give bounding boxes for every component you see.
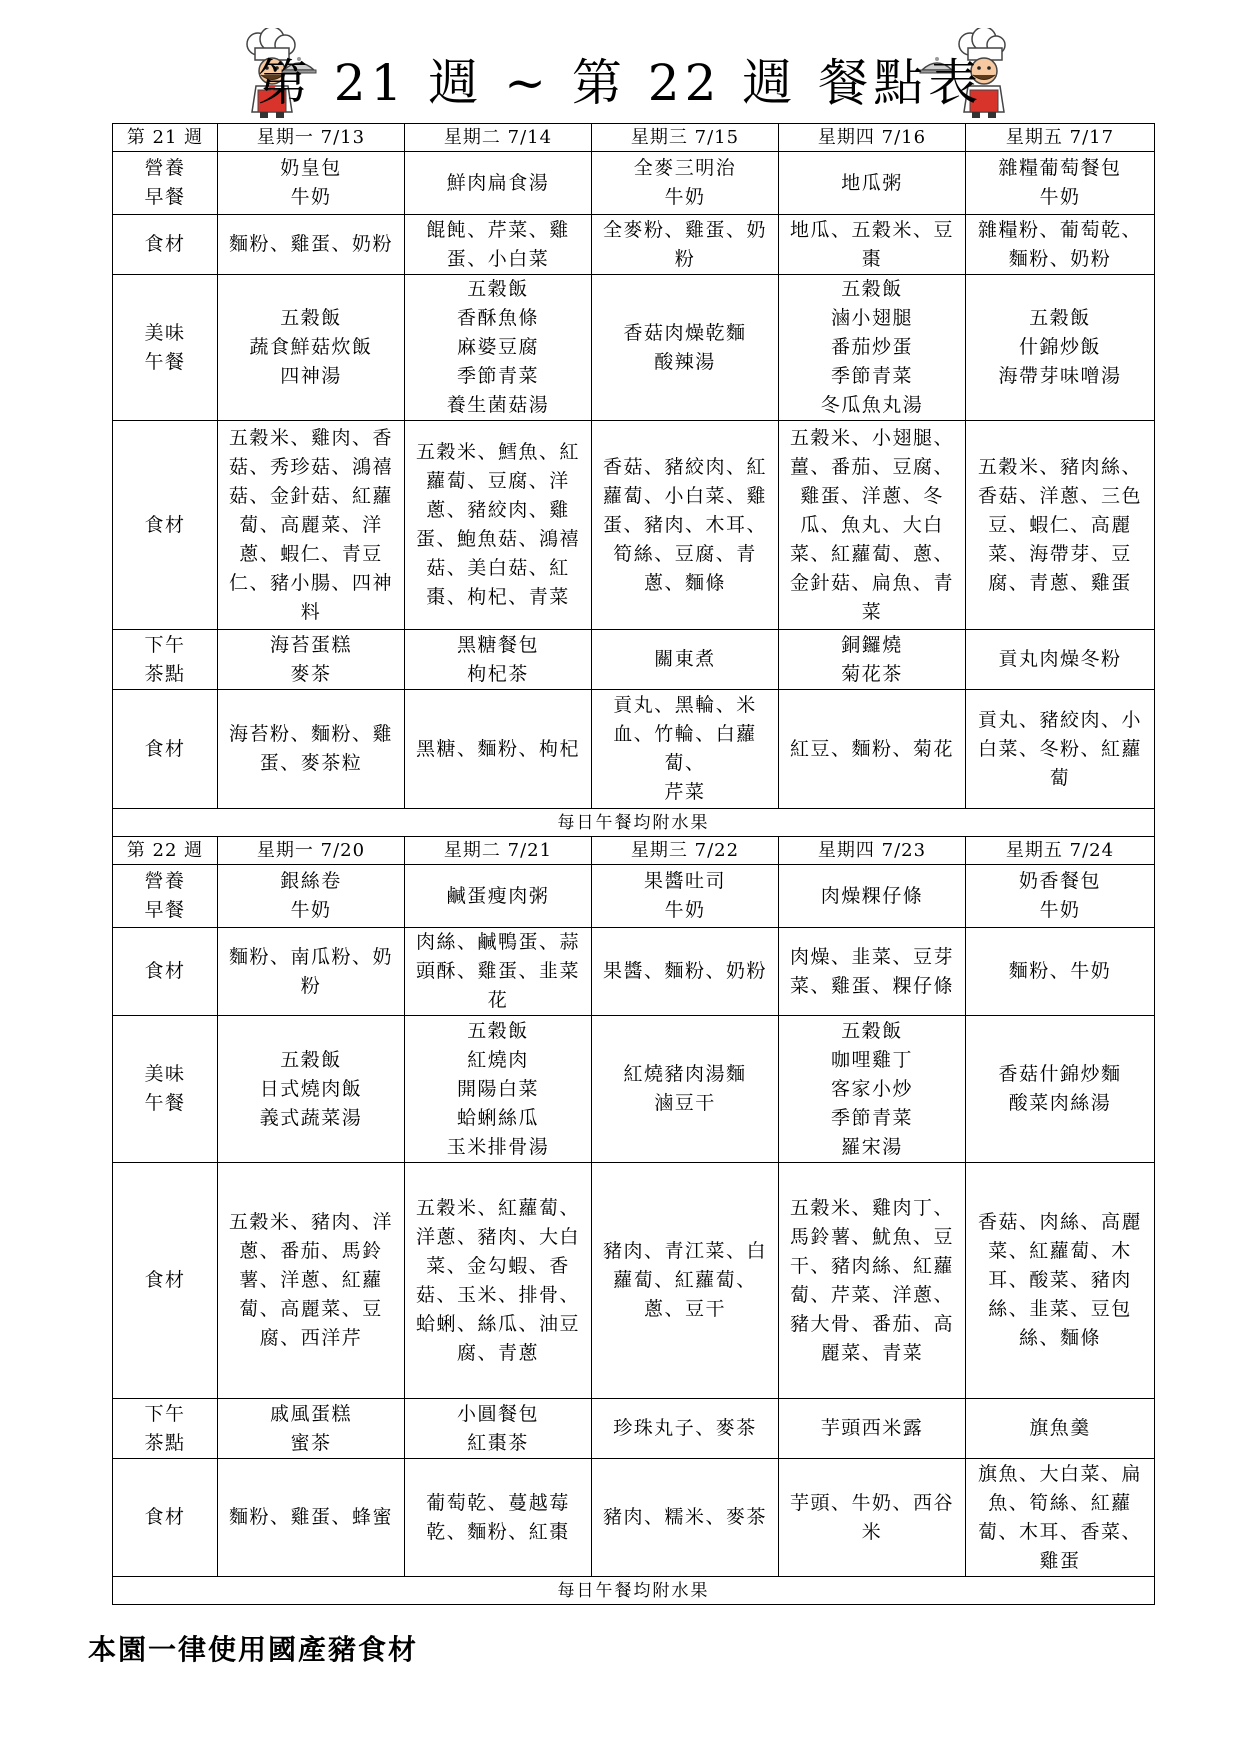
- menu-cell: 紅燒豬肉湯麵 滷豆干: [592, 1016, 779, 1163]
- ingredients-cell: 五穀米、雞肉、香菇、秀珍菇、鴻禧菇、金針菇、紅蘿蔔、高麗菜、洋蔥、蝦仁、青豆仁、豬小腸、四神料: [218, 421, 405, 630]
- ingredients-cell: 肉絲、鹹鴨蛋、蒜頭酥、雞蛋、韭菜花: [405, 928, 592, 1016]
- page-title: 第 21 週 ~ 第 22 週 餐點表: [257, 54, 984, 112]
- row-label: 食材: [113, 215, 218, 275]
- ingredients-cell: 旗魚、大白菜、扁魚、筍絲、紅蘿蔔、木耳、香菜、雞蛋: [966, 1459, 1155, 1577]
- ingredients-cell: 香菇、肉絲、高麗菜、紅蘿蔔、木耳、酸菜、豬肉絲、韭菜、豆包絲、麵條: [966, 1163, 1155, 1399]
- menu-cell: 小圓餐包 紅棗茶: [405, 1399, 592, 1459]
- breakfast-ingredients-row: [113, 928, 1155, 1016]
- menu-cell: 珍珠丸子、麥茶: [592, 1399, 779, 1459]
- menu-cell: 黑糖餐包 枸杞茶: [405, 630, 592, 690]
- lunch-row: [113, 275, 1155, 421]
- menu-cell: 銀絲卷 牛奶: [218, 865, 405, 928]
- ingredients-cell: 紅豆、麵粉、菊花: [779, 690, 966, 809]
- day-header: 星期三 7/22: [592, 837, 779, 865]
- breakfast-row: [113, 865, 1155, 928]
- ingredients-cell: 芋頭、牛奶、西谷米: [779, 1459, 966, 1577]
- fruit-note-row: [113, 1577, 1155, 1605]
- day-header: 星期二 7/21: [405, 837, 592, 865]
- breakfast-row: [113, 152, 1155, 215]
- ingredients-cell: 豬肉、糯米、麥茶: [592, 1459, 779, 1577]
- day-header: 星期四 7/16: [779, 124, 966, 152]
- menu-cell: 關東煮: [592, 630, 779, 690]
- ingredients-cell: 五穀米、鱈魚、紅蘿蔔、豆腐、洋蔥、豬絞肉、雞蛋、鮑魚菇、鴻禧菇、美白菇、紅棗、枸杞、青菜: [405, 421, 592, 630]
- row-label: 營養 早餐: [113, 865, 218, 928]
- ingredients-cell: 麵粉、雞蛋、奶粉: [218, 215, 405, 275]
- fruit-note: 每日午餐均附水果: [113, 1577, 1155, 1605]
- fruit-note: 每日午餐均附水果: [113, 809, 1155, 837]
- menu-cell: 肉燥粿仔條: [779, 865, 966, 928]
- menu-cell: 鮮肉扁食湯: [405, 152, 592, 215]
- menu-cell: 地瓜粥: [779, 152, 966, 215]
- row-label: 下午 茶點: [113, 630, 218, 690]
- week-label: 第 21 週: [113, 124, 218, 152]
- menu-cell: 貢丸肉燥冬粉: [966, 630, 1155, 690]
- snack-ingredients-row: [113, 1459, 1155, 1577]
- menu-cell: 果醬吐司 牛奶: [592, 865, 779, 928]
- menu-cell: 奶香餐包 牛奶: [966, 865, 1155, 928]
- menu-cell: 五穀飯 什錦炒飯 海帶芽味噌湯: [966, 275, 1155, 421]
- menu-cell: 鹹蛋瘦肉粥: [405, 865, 592, 928]
- ingredients-cell: 豬肉、青江菜、白蘿蔔、紅蘿蔔、蔥、豆干: [592, 1163, 779, 1399]
- breakfast-ingredients-row: [113, 215, 1155, 275]
- ingredients-cell: 麵粉、牛奶: [966, 928, 1155, 1016]
- menu-cell: 芋頭西米露: [779, 1399, 966, 1459]
- day-header: 星期四 7/23: [779, 837, 966, 865]
- fruit-note-row: [113, 809, 1155, 837]
- menu-cell: 五穀飯 滷小翅腿 番茄炒蛋 季節青菜 冬瓜魚丸湯: [779, 275, 966, 421]
- day-header: 星期五 7/17: [966, 124, 1155, 152]
- snack-ingredients-row: [113, 690, 1155, 809]
- week-21-menu-table: [112, 123, 1155, 837]
- menu-cell: 五穀飯 日式燒肉飯 義式蔬菜湯: [218, 1016, 405, 1163]
- week-header-row: [113, 837, 1155, 865]
- ingredients-cell: 貢丸、黑輪、米血、竹輪、白蘿蔔、 芹菜: [592, 690, 779, 809]
- menu-cell: 旗魚羹: [966, 1399, 1155, 1459]
- menu-cell: 戚風蛋糕 蜜茶: [218, 1399, 405, 1459]
- day-header: 星期一 7/13: [218, 124, 405, 152]
- day-header: 星期一 7/20: [218, 837, 405, 865]
- ingredients-cell: 海苔粉、麵粉、雞蛋、麥茶粒: [218, 690, 405, 809]
- snack-row: [113, 630, 1155, 690]
- lunch-row: [113, 1016, 1155, 1163]
- snack-row: [113, 1399, 1155, 1459]
- week-label: 第 22 週: [113, 837, 218, 865]
- lunch-ingredients-row: [113, 421, 1155, 630]
- ingredients-cell: 貢丸、豬絞肉、小白菜、冬粉、紅蘿蔔: [966, 690, 1155, 809]
- menu-cell: 香菇什錦炒麵 酸菜肉絲湯: [966, 1016, 1155, 1163]
- ingredients-cell: 五穀米、豬肉絲、香菇、洋蔥、三色豆、蝦仁、高麗菜、海帶芽、豆腐、青蔥、雞蛋: [966, 421, 1155, 630]
- row-label: 食材: [113, 1459, 218, 1577]
- week-22-menu-table: [112, 836, 1155, 1605]
- day-header: 星期二 7/14: [405, 124, 592, 152]
- menu-cell: 海苔蛋糕 麥茶: [218, 630, 405, 690]
- menu-cell: 全麥三明治 牛奶: [592, 152, 779, 215]
- ingredients-cell: 地瓜、五穀米、豆棗: [779, 215, 966, 275]
- lunch-ingredients-row: [113, 1163, 1155, 1399]
- ingredients-cell: 香菇、豬絞肉、紅蘿蔔、小白菜、雞蛋、豬肉、木耳、筍絲、豆腐、青蔥、麵條: [592, 421, 779, 630]
- pork-origin-notice: 本園一律使用國產豬食材: [88, 1633, 419, 1666]
- menu-cell: 雜糧葡萄餐包 牛奶: [966, 152, 1155, 215]
- day-header: 星期五 7/24: [966, 837, 1155, 865]
- row-label: 美味 午餐: [113, 1016, 218, 1163]
- ingredients-cell: 果醬、麵粉、奶粉: [592, 928, 779, 1016]
- ingredients-cell: 五穀米、雞肉丁、馬鈴薯、魷魚、豆干、豬肉絲、紅蘿蔔、芹菜、洋蔥、豬大骨、番茄、高麗菜、青菜: [779, 1163, 966, 1399]
- week-header-row: [113, 124, 1155, 152]
- menu-cell: 五穀飯 咖哩雞丁 客家小炒 季節青菜 羅宋湯: [779, 1016, 966, 1163]
- menu-cell: 五穀飯 香酥魚條 麻婆豆腐 季節青菜 養生菌菇湯: [405, 275, 592, 421]
- row-label: 食材: [113, 928, 218, 1016]
- menu-cell: 銅鑼燒 菊花茶: [779, 630, 966, 690]
- row-label: 食材: [113, 690, 218, 809]
- ingredients-cell: 五穀米、小翅腿、薑、番茄、豆腐、雞蛋、洋蔥、冬瓜、魚丸、大白菜、紅蘿蔔、蔥、金針菇、扁魚、青菜: [779, 421, 966, 630]
- menu-cell: 奶皇包 牛奶: [218, 152, 405, 215]
- menu-cell: 五穀飯 蔬食鮮菇炊飯 四神湯: [218, 275, 405, 421]
- ingredients-cell: 葡萄乾、蔓越莓乾、麵粉、紅棗: [405, 1459, 592, 1577]
- ingredients-cell: 黑糖、麵粉、枸杞: [405, 690, 592, 809]
- ingredients-cell: 麵粉、南瓜粉、奶粉: [218, 928, 405, 1016]
- row-label: 營養 早餐: [113, 152, 218, 215]
- ingredients-cell: 雜糧粉、葡萄乾、麵粉、奶粉: [966, 215, 1155, 275]
- ingredients-cell: 全麥粉、雞蛋、奶粉: [592, 215, 779, 275]
- menu-cell: 五穀飯 紅燒肉 開陽白菜 蛤蜊絲瓜 玉米排骨湯: [405, 1016, 592, 1163]
- ingredients-cell: 五穀米、紅蘿蔔、洋蔥、豬肉、大白菜、金勾蝦、香菇、玉米、排骨、蛤蜊、絲瓜、油豆腐、青蔥: [405, 1163, 592, 1399]
- day-header: 星期三 7/15: [592, 124, 779, 152]
- row-label: 食材: [113, 421, 218, 630]
- ingredients-cell: 肉燥、韭菜、豆芽菜、雞蛋、粿仔條: [779, 928, 966, 1016]
- ingredients-cell: 五穀米、豬肉、洋蔥、番茄、馬鈴薯、洋蔥、紅蘿蔔、高麗菜、豆腐、西洋芹: [218, 1163, 405, 1399]
- ingredients-cell: 餛飩、芹菜、雞蛋、小白菜: [405, 215, 592, 275]
- row-label: 食材: [113, 1163, 218, 1399]
- menu-cell: 香菇肉燥乾麵 酸辣湯: [592, 275, 779, 421]
- row-label: 下午 茶點: [113, 1399, 218, 1459]
- ingredients-cell: 麵粉、雞蛋、蜂蜜: [218, 1459, 405, 1577]
- row-label: 美味 午餐: [113, 275, 218, 421]
